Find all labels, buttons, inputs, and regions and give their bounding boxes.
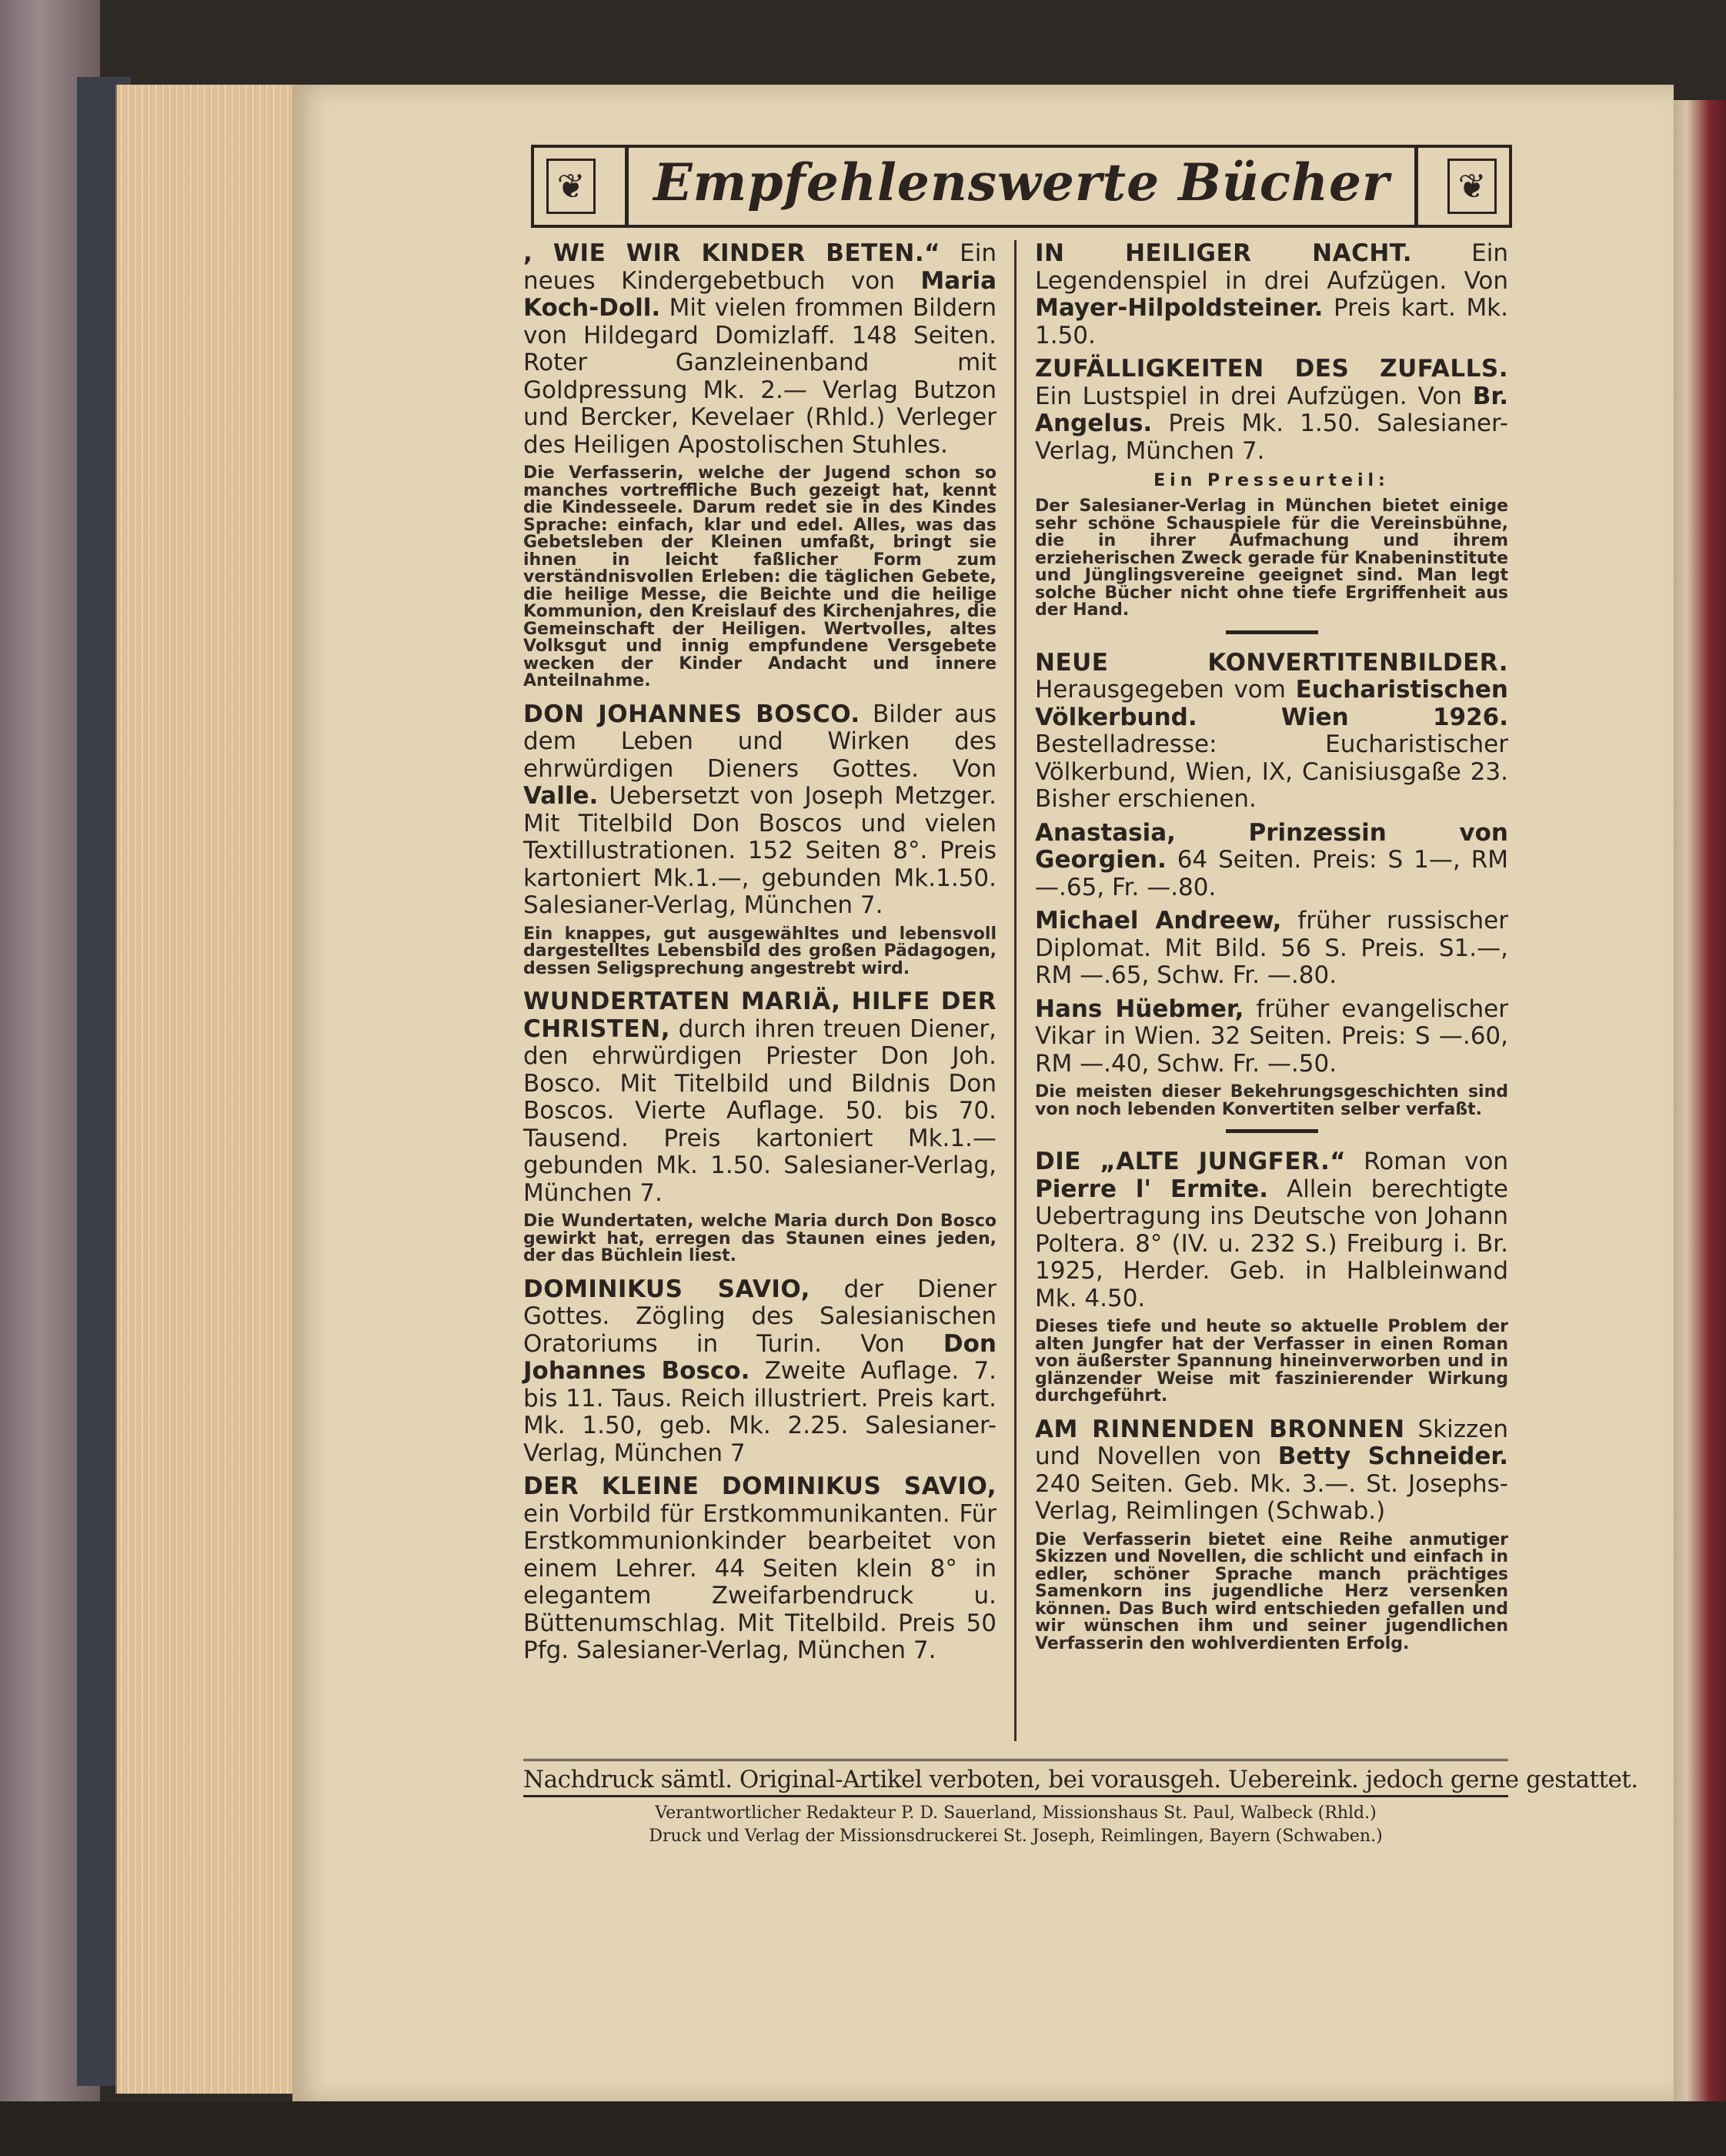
entry-details: früher evangelischer Vikar in Wien. 32 Seiten. Preis: S —.60, RM —.40, Schw. Fr. —.50. <box>1035 994 1508 1078</box>
review-note: Dieses tiefe und heute so aktuelle Problem der alten Jungfer hat der Verfasser in einen Roman von äußerster Spannung hineinverworben und in glänzender Weise mit faszinierender Wirkung durchgeführt. <box>1035 1317 1508 1406</box>
footer-editor: Verantwortlicher Redakteur P. D. Sauerland, Missionshaus St. Paul, Walbeck (Rhld.) <box>655 1803 1377 1823</box>
column-divider <box>1014 240 1017 1741</box>
entry-author: Hans Hüebmer, <box>1035 994 1244 1023</box>
page-stack <box>115 85 317 2094</box>
entry-title: DON JOHANNES BOSCO. <box>523 700 860 728</box>
book-entry <box>1035 820 1508 902</box>
review-note: Die Verfasserin, welche der Jugend schon so manches vortreffliche Buch gezeigt hat, kennt die Kindesseele. Darum redet sie in des Kindes Sprache: einfach, klar und edel. Alles, was das Gebetsleben der Kleinen umfaßt, bringt sie ihnen in leicht faßlicher Form zum verständnisvollen Erleben: die täglichen Gebete, die heilige Messe, die Beichte und die heilige Kommunion, den Kreislauf des Kirchenjahres, die Gemeinschaft der Heiligen. Wertvolles, altes Volksgut und innig empfundene Versgebete wecken der Kinder Andacht und innere Anteilnahme. <box>523 463 997 690</box>
book-entry <box>523 988 997 1207</box>
book-entry <box>523 1276 997 1468</box>
review-note: Ein knappes, gut ausgewähltes und lebensvoll dargestelltes Lebensbild des großen Pädagogen, dessen Seligsprechung angestrebt wird. <box>523 924 997 978</box>
entry-author: Michael Andreew, <box>1035 907 1282 934</box>
scan-background <box>0 2101 1726 2156</box>
entry-title: AM RINNENDEN BRONNEN <box>1035 1415 1405 1443</box>
entry-author: Mayer-Hilpoldsteiner. <box>1035 294 1324 322</box>
ornament-icon: ❦ <box>546 159 596 214</box>
footer-rule <box>523 1795 1508 1797</box>
review-note: Die Wundertaten, welche Maria durch Don Bosco gewirkt hat, erregen das Staunen eines jeden, der das Büchlein liest. <box>523 1212 997 1265</box>
book-cover-right <box>1670 100 1726 2101</box>
footer-printer: Druck und Verlag der Missionsdruckerei St. Joseph, Reimlingen, Bayern (Schwaben.) <box>649 1827 1383 1846</box>
header-divider <box>1414 148 1418 225</box>
ornament-icon: ❦ <box>1447 159 1497 214</box>
review-note: Die Verfasserin bietet eine Reihe anmutiger Skizzen und Novellen, die schlicht und einfach in edler, schöner Sprache manch prächtiges Samenkorn ins jugendliche Herz versenken können. Das Buch wird entschieden gefallen und wir wünschen ihm und seiner jugendlichen Verfasserin den wohlverdienten Erfolg. <box>1035 1529 1508 1653</box>
book-entry <box>1035 356 1508 465</box>
entry-title: ZUFÄLLIGKEITEN DES ZUFALLS. <box>1035 355 1508 383</box>
book-entry <box>1035 1416 1508 1526</box>
entry-text: Herausgegeben vom <box>1035 676 1296 704</box>
entry-text: Skizzen und Novellen von <box>1035 1415 1508 1470</box>
entry-author: Pierre l' Ermite. <box>1035 1175 1268 1203</box>
entry-details: Mit vielen frommen Bildern von Hildegard Domizlaff. 148 Seiten. Roter Ganzleinenband mit Goldpressung Mk. 2.— Verlag Butzon und Bercker, Kevelaer (Rhld.) Verleger des Heiligen Apostolischen Stuhles. <box>523 294 997 459</box>
entry-text: Ein neues Kindergebetbuch von <box>523 239 997 295</box>
entry-author: Br. Angelus. <box>1035 382 1508 437</box>
page-title: Empfehlenswerte Bücher <box>653 152 1390 212</box>
book-entry <box>523 240 997 459</box>
entry-author: Don Johannes Bosco. <box>523 1329 997 1385</box>
entry-text: Bilder aus dem Leben und Wirken des ehrwürdigen Dieners Gottes. Von <box>523 700 997 783</box>
section-rule <box>1226 1129 1318 1133</box>
book-entry <box>1035 650 1508 814</box>
entry-text: ein Vorbild für Erstkommunikanten. Für Erstkommunionkinder bearbeitet von einem Lehrer. 44 Seiten klein 8° in elegantem Zweifarbendruck u. Büttenumschlag. Mit Titelbild. Preis 50 Pfg. Salesianer-Verlag, München 7. <box>523 1499 997 1664</box>
entry-title: IN HEILIGER NACHT. <box>1035 239 1412 267</box>
press-review-heading: Ein Presseurteil: <box>1153 471 1390 490</box>
entry-text: Ein Lustspiel in drei Aufzügen. Von <box>1035 382 1473 410</box>
entry-text: der Diener Gottes. Zögling des Salesianischen Oratoriums in Turin. Von <box>523 1275 997 1358</box>
entry-author: Betty Schneider. <box>1277 1442 1508 1470</box>
entry-details: Zweite Auflage. 7. bis 11. Taus. Reich illustriert. Preis kart. Mk. 1.50, geb. Mk. 2.25. Salesianer-Verlag, München 7 <box>523 1357 997 1467</box>
entry-title: DIE „ALTE JUNGFER.“ <box>1035 1148 1347 1175</box>
entry-text: Ein Legendenspiel in drei Aufzügen. Von <box>1035 239 1509 295</box>
section-rule <box>1226 630 1318 634</box>
entry-title: , WIE WIR KINDER BETEN.“ <box>523 239 941 267</box>
book-entry <box>1035 996 1508 1078</box>
left-column <box>523 240 997 1671</box>
book-entry <box>523 701 997 920</box>
entry-details: Preis kart. Mk. 1.50. <box>1035 294 1508 349</box>
entry-details: Allein berechtigte Uebertragung ins Deutsche von Johann Poltera. 8° (IV. u. 232 S.) Freiburg i. Br. 1925, Herder. Geb. in Halbleinwand Mk. 4.50. <box>1035 1175 1508 1312</box>
entry-author: Eucharistischen Völkerbund. Wien 1926. <box>1035 676 1508 731</box>
entry-author: Maria Koch-Doll. <box>523 266 997 322</box>
review-note: Der Salesianer-Verlag in München bietet einige sehr schöne Schauspiele für die Vereinsbühne, die in ihrer Aufmachung und ihrem erzieherischen Zweck gerade für Knabeninstitute und Jünglingsvereine geeignet sind. Man legt solche Bücher nicht ohne tiefe Ergriffenheit aus der Hand. <box>1035 496 1508 620</box>
book-entry <box>523 1473 997 1665</box>
header-divider <box>625 148 629 225</box>
right-column <box>1035 240 1508 1663</box>
entry-details: Preis Mk. 1.50. Salesianer-Verlag, München 7. <box>1035 409 1508 465</box>
entry-title: NEUE KONVERTITENBILDER. <box>1035 648 1508 677</box>
book-entry <box>1035 1148 1508 1312</box>
entry-text: durch ihren treuen Diener, den ehrwürdigen Priester Don Joh. Bosco. Mit Titelbild und Bildnis Don Boscos. Vierte Auflage. 50. bis 70. Tausend. Preis kartoniert Mk.1.— gebunden Mk. 1.50. Salesianer-Verlag, München 7. <box>523 1014 997 1207</box>
entry-author: Anastasia, Prinzessin von Georgien. <box>1035 818 1508 874</box>
footer-notice: Nachdruck sämtl. Original-Artikel verboten, bei vorausgeh. Uebereink. jedoch gerne gestattet. <box>523 1759 1508 1793</box>
book-entry <box>1035 908 1508 990</box>
entry-title: DER KLEINE DOMINIKUS SAVIO, <box>523 1472 997 1500</box>
entry-title: DOMINIKUS SAVIO, <box>523 1275 810 1303</box>
entry-title: WUNDERTATEN MARIÄ, HILFE DER CHRISTEN, <box>523 988 997 1043</box>
entry-details: früher russischer Diplomat. Mit Bild. 56 S. Preis. S1.—, RM —.65, Schw. Fr. —.80. <box>1035 907 1508 989</box>
page-header <box>531 145 1512 228</box>
entry-details: 64 Seiten. Preis: S 1—, RM —.65, Fr. —.80. <box>1035 846 1508 901</box>
entry-author: Valle. <box>523 782 599 810</box>
book-entry <box>1035 240 1508 349</box>
entry-details: Bestelladresse: Eucharistischer Völkerbund, Wien, IX, Canisiusgaße 23. Bisher erschienen. <box>1035 730 1508 813</box>
review-note: Die meisten dieser Bekehrungsgeschichten sind von noch lebenden Konvertiten selber verfaßt. <box>1035 1082 1508 1119</box>
entry-text: Roman von <box>1346 1148 1508 1175</box>
entry-details: 240 Seiten. Geb. Mk. 3.—. St. Josephs-Verlag, Reimlingen (Schwab.) <box>1035 1469 1508 1525</box>
entry-details: Uebersetzt von Joseph Metzger. Mit Titelbild Don Boscos und vielen Textillustrationen. 152 Seiten 8°. Preis kartoniert Mk.1.—, gebunden Mk.1.50. Salesianer-Verlag, München 7. <box>523 782 997 919</box>
